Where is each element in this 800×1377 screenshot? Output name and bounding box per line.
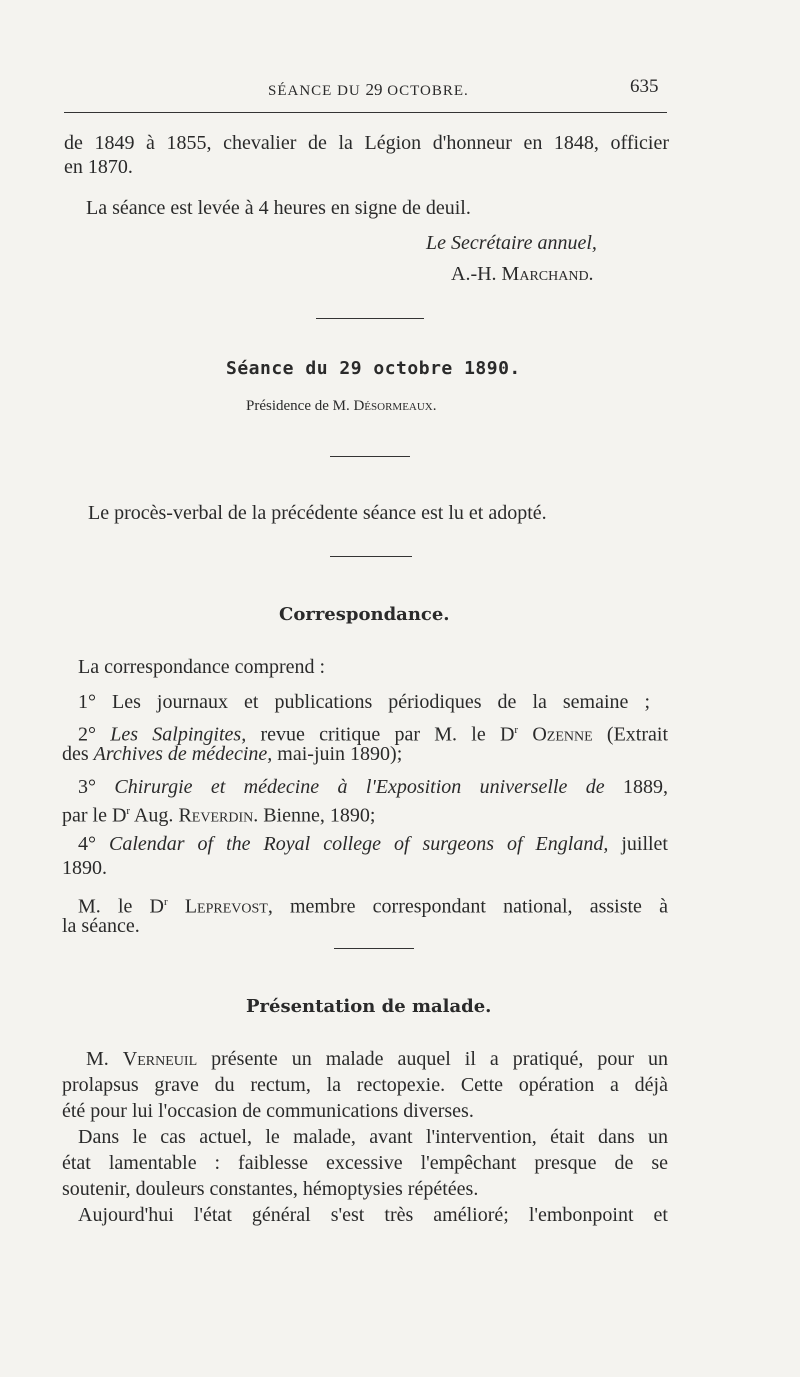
running-title-end: OCTOBRE. bbox=[382, 83, 469, 99]
item-3-line2-sup: r bbox=[126, 805, 131, 817]
presentation-p2-line-3: soutenir, douleurs constantes, hémoptysies répétées. bbox=[62, 1178, 479, 1200]
correspondance-item-4 bbox=[78, 832, 668, 856]
member-sup: r bbox=[163, 896, 168, 908]
divider-3 bbox=[330, 556, 412, 557]
running-title: SÉANCE DU bbox=[268, 83, 366, 99]
signature-name-prefix: A.-H. bbox=[451, 263, 502, 285]
correspondance-item-2-line-2 bbox=[62, 742, 402, 766]
item-3-line2-pre: par le D bbox=[62, 804, 127, 827]
divider-1 bbox=[316, 318, 424, 319]
item-4-tail: juillet bbox=[608, 833, 668, 855]
item-2-line2-title: Archives de médecine, bbox=[93, 743, 273, 765]
closing-text: La séance est levée à 4 heures en signe de deuil. bbox=[86, 197, 471, 219]
page-number: 635 bbox=[630, 76, 659, 97]
item-3-title: Chirurgie et médecine à l'Exposition universelle de bbox=[114, 776, 605, 798]
item-4-title: Calendar of the Royal college of surgeons of England, bbox=[109, 833, 609, 855]
item-3-line2-mid: Aug. bbox=[130, 804, 179, 827]
member-name: Leprevost, bbox=[167, 895, 273, 918]
correspondance-item-4-line-2: 1890. bbox=[62, 857, 107, 879]
member-line-2: la séance. bbox=[62, 915, 140, 937]
presentation-heading: Présentation de malade. bbox=[246, 996, 492, 1017]
item-3-line2-rest: Bienne, 1890; bbox=[258, 804, 376, 827]
item-2-name: Ozenne bbox=[518, 723, 593, 746]
continuation-line-2: en 1870. bbox=[64, 156, 133, 178]
divider-2 bbox=[330, 456, 410, 457]
item-4-num: 4° bbox=[78, 833, 109, 855]
presidency-name: Désormeaux. bbox=[353, 398, 437, 414]
item-2-tail: (Extrait bbox=[592, 723, 669, 746]
p1-pre: M. bbox=[86, 1048, 123, 1070]
member-pre: M. le D bbox=[78, 895, 164, 918]
p1-rest: présente un malade auquel il a pratiqué, pour un bbox=[197, 1048, 668, 1070]
item-3-num: 3° bbox=[78, 776, 115, 798]
correspondance-intro: La correspondance comprend : bbox=[78, 656, 326, 678]
divider-4 bbox=[334, 948, 414, 949]
correspondance-item-3 bbox=[78, 775, 668, 799]
running-head bbox=[268, 80, 469, 100]
continuation-line-1: de 1849 à 1855, chevalier de la Légion d'honneur en 1848, officier bbox=[64, 132, 669, 154]
correspondance-heading: Correspondance. bbox=[279, 604, 450, 625]
presentation-p2-line-1: Dans le cas actuel, le malade, avant l'intervention, était dans un bbox=[78, 1126, 668, 1148]
item-3-line2-name: Reverdin. bbox=[178, 804, 259, 827]
presentation-p1-line-1 bbox=[86, 1047, 668, 1071]
signature-name bbox=[451, 262, 594, 286]
presidency-line bbox=[246, 398, 437, 415]
correspondance-item-1: 1° Les journaux et publications périodiques de la semaine ; bbox=[78, 691, 650, 713]
minutes-text: Le procès-verbal de la précédente séance est lu et adopté. bbox=[88, 502, 547, 524]
header-rule bbox=[64, 112, 667, 113]
p1-name: Verneuil bbox=[122, 1048, 198, 1070]
presentation-p2-line-2: état lamentable : faiblesse excessive l'empêchant presque de se bbox=[62, 1152, 668, 1174]
member-line bbox=[78, 890, 668, 919]
item-2-num: 2° bbox=[78, 723, 111, 746]
signature-title: Le Secrétaire annuel, bbox=[426, 232, 597, 254]
presidency-prefix: Présidence de M. bbox=[246, 398, 354, 414]
item-2-sup: r bbox=[514, 724, 519, 736]
signature-surname: Marchand. bbox=[501, 263, 594, 285]
item-3-tail: 1889, bbox=[604, 776, 668, 798]
presentation-p1-line-3: été pour lui l'occasion de communications diverses. bbox=[62, 1100, 474, 1122]
correspondance-item-3-line-2 bbox=[62, 799, 375, 828]
item-2-line2-rest: mai-juin 1890); bbox=[272, 743, 403, 765]
presentation-p3-line-1: Aujourd'hui l'état général s'est très amélioré; l'embonpoint et bbox=[78, 1204, 668, 1226]
item-2-line2-pre: des bbox=[62, 743, 94, 765]
item-2-title: Les Salpingites, bbox=[110, 723, 247, 746]
session-title: Séance du 29 octobre 1890. bbox=[226, 358, 521, 379]
item-2-rest: revue critique par M. le D bbox=[246, 723, 515, 746]
presentation-p1-line-2: prolapsus grave du rectum, la rectopexie. Cette opération a déjà bbox=[62, 1074, 668, 1096]
running-title-number: 29 bbox=[365, 80, 383, 99]
member-rest: membre correspondant national, assiste à bbox=[272, 895, 668, 918]
